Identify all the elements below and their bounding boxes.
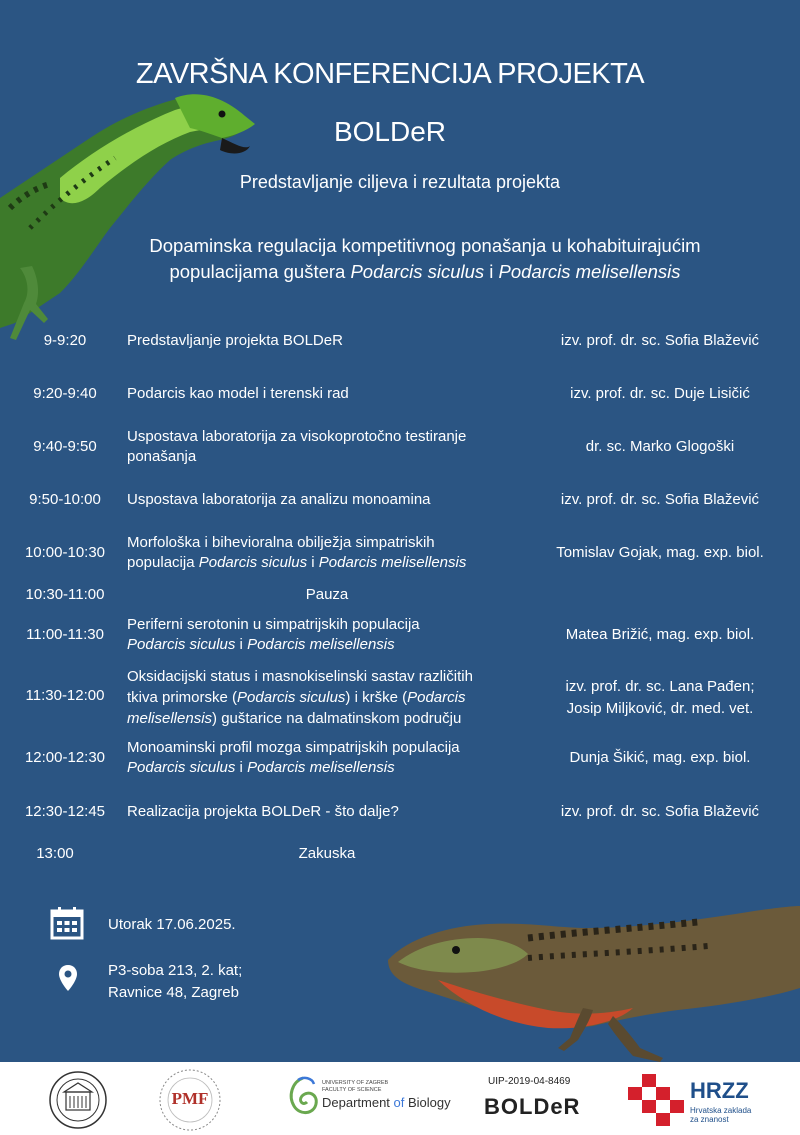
row-topic (127, 533, 527, 573)
species-name: Podarcis melisellensis (247, 759, 395, 776)
pmf-text: PMF (171, 1089, 209, 1108)
row-topic: Uspostava laboratorija za analizu monoamina (127, 491, 431, 508)
species-name: Podarcis siculus (237, 689, 346, 706)
row-time: 12:30-12:45 (24, 803, 106, 820)
event-location-line: Ravnice 48, Zagreb (108, 984, 239, 1001)
row-speaker: izv. prof. dr. sc. Duje Lisičić (570, 385, 750, 402)
hrzz-subtitle-line: za znanost (690, 1115, 729, 1124)
topic-text: ) i krške ( (345, 689, 408, 706)
event-date: Utorak 17.06.2025. (108, 916, 236, 933)
species-name: Podarcis siculus (127, 636, 236, 653)
department-small-text (322, 1080, 388, 1094)
topic-text: populacija (127, 554, 199, 571)
row-speaker (530, 676, 790, 720)
row-speaker: Matea Brižić, mag. exp. biol. (565, 626, 755, 643)
species-name: Podarcis siculus (350, 261, 485, 282)
row-topic-line: Uspostava laboratorija za visokoprotočno testiranje (127, 428, 467, 445)
university-seal-logo (48, 1070, 108, 1130)
species-name: Podarcis (407, 689, 466, 706)
row-topic (127, 738, 527, 778)
row-speaker-line: izv. prof. dr. sc. Lana Pađen; (565, 678, 755, 695)
department-of-biology-icon (284, 1074, 322, 1120)
row-topic: Predstavljanje projekta BOLDeR (127, 332, 343, 349)
topic-conj: i (307, 554, 319, 571)
department-biology-word: Biology (404, 1095, 451, 1110)
project-topic (100, 233, 750, 285)
row-topic-line (127, 758, 527, 778)
department-small-line: UNIVERSITY OF ZAGREB (322, 1080, 389, 1086)
topic-text: tkiva primorske ( (127, 689, 238, 706)
hrzz-text: HRZZ (690, 1078, 749, 1103)
row-speaker-line: Josip Miljković, dr. med. vet. (566, 700, 754, 717)
row-topic-line: Oksidacijski status i masnokiselinski sastav različitih (127, 668, 473, 685)
hrzz-checker-logo (628, 1074, 684, 1126)
brown-lizard-image (378, 898, 800, 1062)
map-pin-icon (58, 964, 78, 992)
row-speaker: izv. prof. dr. sc. Sofia Blažević (560, 332, 760, 349)
species-name: Podarcis melisellensis (318, 554, 467, 571)
grant-number: UIP-2019-04-8469 (488, 1076, 571, 1087)
row-topic-line (127, 635, 527, 655)
row-time: 10:00-10:30 (24, 544, 106, 561)
conference-title: ZAVRŠNA KONFERENCIJA PROJEKTA (135, 58, 645, 90)
row-time: 12:00-12:30 (24, 749, 106, 766)
footer-logos (0, 1062, 800, 1135)
row-time: 9:20-9:40 (33, 385, 97, 402)
topic-conj: i (484, 261, 499, 282)
department-small-line: FACULTY OF SCIENCE (322, 1087, 382, 1093)
species-name: Podarcis melisellensis (498, 261, 681, 282)
row-time: 10:30-11:00 (25, 586, 105, 603)
row-topic (127, 666, 527, 729)
row-time: 13:00 (36, 845, 74, 862)
species-name: Podarcis siculus (198, 554, 308, 571)
project-topic-line2 (100, 259, 750, 285)
row-topic-line: Morfološka i bihevioralna obilježja simpatriskih (127, 534, 435, 551)
species-name: Podarcis siculus (127, 759, 236, 776)
conference-subtitle: Predstavljanje ciljeva i rezultata projekta (239, 172, 561, 192)
row-time: 9-9:20 (43, 332, 87, 349)
topic-text: populacijama guštera (169, 261, 351, 282)
row-topic-line (127, 553, 527, 573)
row-topic: Realizacija projekta BOLDeR - što dalje? (127, 803, 399, 820)
row-speaker: Dunja Šikić, mag. exp. biol. (569, 749, 751, 766)
row-time: 11:00-11:30 (26, 626, 104, 643)
hrzz-subtitle-line: Hrvatska zaklada (690, 1106, 752, 1115)
row-time: 11:30-12:00 (25, 687, 105, 704)
event-location (108, 960, 242, 1004)
department-of-word: of (393, 1095, 405, 1110)
department-of-biology-text (322, 1095, 451, 1110)
topic-conj: i (235, 636, 248, 653)
topic-conj: i (235, 759, 248, 776)
topic-text: ) guštarice na dalmatinskom području (212, 710, 462, 727)
species-name: melisellensis (127, 710, 213, 727)
hrzz-subtitle (690, 1106, 751, 1124)
calendar-icon (50, 906, 84, 940)
row-topic (127, 615, 527, 655)
row-topic-line: ponašanja (127, 448, 197, 465)
species-name: Podarcis melisellensis (247, 636, 395, 653)
bolder-logo-text: BOLDeR (484, 1094, 581, 1119)
row-time: 9:50-10:00 (29, 491, 101, 508)
row-topic: Podarcis kao model i terenski rad (127, 385, 349, 402)
project-name: BOLDeR (333, 116, 447, 147)
row-topic-line: Monoaminski profil mozga simpatrijskih populacija (127, 739, 460, 756)
row-topic-line: Periferni serotonin u simpatrijskih populacija (127, 616, 420, 633)
row-topic: Pauza (305, 586, 349, 603)
row-topic: Zakuska (298, 845, 356, 862)
row-topic-line (127, 687, 527, 708)
row-speaker: dr. sc. Marko Glogoški (585, 438, 735, 455)
row-time: 9:40-9:50 (33, 438, 97, 455)
row-topic (127, 427, 527, 467)
row-speaker: izv. prof. dr. sc. Sofia Blažević (560, 491, 760, 508)
row-speaker: Tomislav Gojak, mag. exp. biol. (556, 544, 764, 561)
project-topic-line1: Dopaminska regulacija kompetitivnog ponašanja u kohabituirajućim (149, 235, 701, 256)
department-word: Department (322, 1095, 394, 1110)
row-speaker: izv. prof. dr. sc. Sofia Blažević (560, 803, 760, 820)
row-topic-line (127, 708, 527, 729)
event-location-line: P3-soba 213, 2. kat; (108, 962, 243, 979)
